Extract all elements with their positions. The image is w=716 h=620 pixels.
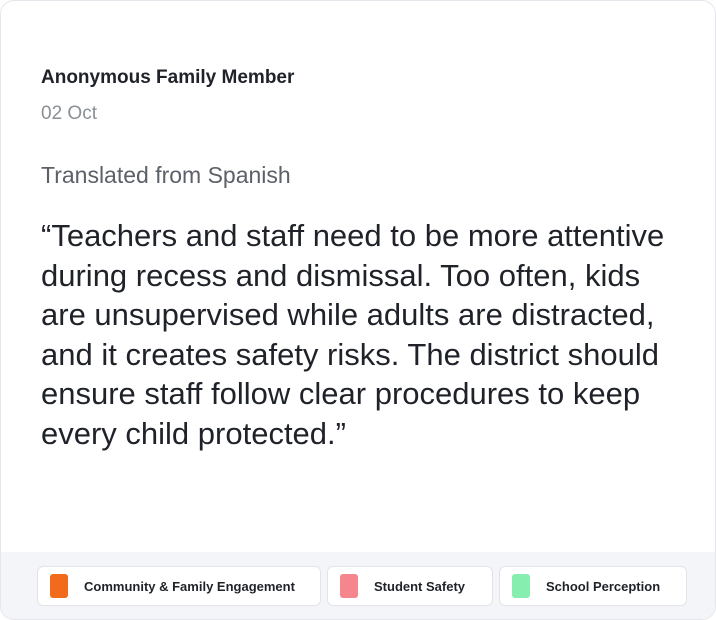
tag-label: Community & Family Engagement [84, 578, 295, 594]
review-date: 02 Oct [41, 103, 97, 124]
translation-note: Translated from Spanish [41, 162, 291, 188]
tag-label: Student Safety [374, 578, 466, 594]
tag-student-safety[interactable] [327, 566, 493, 606]
tag-school-perception[interactable] [499, 566, 687, 606]
tag-bar [1, 552, 715, 619]
tag-color-swatch [340, 574, 358, 598]
author-name: Anonymous Family Member [41, 67, 295, 88]
review-quote: “Teachers and staff need to be more attentive during recess and dismissal. Too often, kids are unsupervised while adults are distracted, and it creates safety risks. The district should ensure staff follow clear procedures to keep every child protected.” [41, 218, 665, 451]
tag-color-swatch [512, 574, 530, 598]
tag-community-family-engagement[interactable] [37, 566, 321, 606]
tag-color-swatch [50, 574, 68, 598]
tag-label: School Perception [546, 578, 661, 594]
